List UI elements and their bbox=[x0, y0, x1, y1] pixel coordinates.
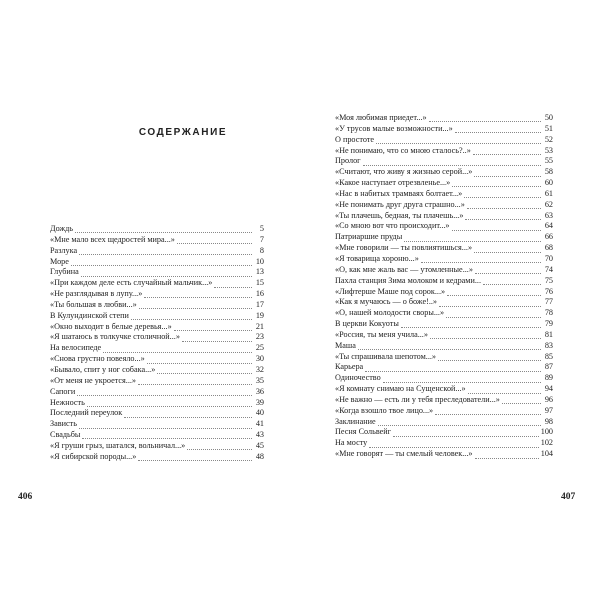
toc-entry-page: 64 bbox=[544, 221, 553, 231]
toc-entry bbox=[335, 308, 553, 319]
toc-entry-title: «Нас в набитых трамваях болтает...» bbox=[335, 188, 463, 198]
toc-entry-title: Пролог bbox=[335, 156, 361, 166]
dot-leader bbox=[81, 269, 252, 277]
toc-entry-title: Свадьбы bbox=[50, 430, 81, 440]
toc-entry-title: «Когда взошло твое лицо...» bbox=[335, 405, 434, 415]
toc-entry bbox=[335, 167, 553, 178]
toc-entry-page: 97 bbox=[544, 405, 553, 415]
dot-leader bbox=[157, 366, 252, 374]
toc-entry bbox=[50, 257, 264, 268]
toc-entry-page: 68 bbox=[544, 243, 553, 253]
toc-entry bbox=[335, 276, 553, 287]
toc-entry-title: «Я сибирской породы...» bbox=[50, 451, 137, 461]
dot-leader bbox=[421, 255, 541, 263]
toc-entry bbox=[335, 297, 553, 308]
toc-entry-title: «Лифтерше Маше под сорок...» bbox=[335, 286, 446, 296]
dot-leader bbox=[465, 212, 541, 220]
dot-leader bbox=[464, 190, 541, 198]
dot-leader bbox=[124, 410, 252, 418]
toc-entry-title: Пахла станция Зима молоком и кедрами... bbox=[335, 275, 481, 285]
toc-entry-title: «Не понимать друг друга страшно...» bbox=[335, 199, 465, 209]
toc-entry-page: 13 bbox=[255, 267, 264, 277]
toc-entry-page: 66 bbox=[544, 232, 553, 242]
toc-entry-page: 76 bbox=[544, 286, 553, 296]
toc-entry bbox=[50, 441, 264, 452]
toc-entry-title: «Ты большая в любви...» bbox=[50, 299, 137, 309]
dot-leader bbox=[474, 169, 541, 177]
toc-entry bbox=[50, 311, 264, 322]
page-title: СОДЕРЖАНИЕ bbox=[138, 127, 228, 138]
toc-list-left bbox=[50, 224, 264, 463]
toc-entry bbox=[50, 408, 264, 419]
dot-leader bbox=[502, 396, 541, 404]
toc-entry-title: «Я шатаюсь в толкучке столичной...» bbox=[50, 332, 180, 342]
toc-entry-page: 63 bbox=[544, 210, 553, 220]
toc-entry bbox=[335, 427, 553, 438]
toc-entry-page: 17 bbox=[255, 299, 264, 309]
toc-entry-page: 30 bbox=[255, 354, 264, 364]
toc-entry bbox=[335, 319, 553, 330]
toc-entry-page: 89 bbox=[544, 373, 553, 383]
toc-entry-page: 15 bbox=[255, 278, 264, 288]
toc-entry-page: 10 bbox=[255, 256, 264, 266]
toc-entry-title: Маша bbox=[335, 340, 356, 350]
toc-entry-page: 104 bbox=[540, 449, 553, 459]
toc-entry bbox=[50, 354, 264, 365]
toc-entry-title: На мосту bbox=[335, 438, 368, 448]
dot-leader bbox=[131, 312, 252, 320]
toc-entry bbox=[335, 178, 553, 189]
toc-entry-page: 8 bbox=[259, 245, 264, 255]
toc-entry bbox=[335, 330, 553, 341]
toc-entry-title: «Снова грустно повеяло...» bbox=[50, 354, 145, 364]
toc-entry-title: Разлука bbox=[50, 245, 78, 255]
toc-entry-title: Дождь bbox=[50, 224, 74, 233]
page-number-right: 407 bbox=[561, 492, 576, 502]
toc-entry-title: Патриаршие пруды bbox=[335, 232, 403, 242]
toc-entry-title: На велосипеде bbox=[50, 343, 102, 353]
toc-entry-page: 87 bbox=[544, 362, 553, 372]
toc-list-right bbox=[335, 113, 553, 460]
toc-entry-page: 25 bbox=[255, 343, 264, 353]
toc-entry-title: Заклинание bbox=[335, 416, 376, 426]
toc-entry-page: 19 bbox=[255, 310, 264, 320]
toc-entry-title: Карьера bbox=[335, 362, 364, 372]
toc-entry-title: «Я груши грыз, шатался, вольничал...» bbox=[50, 440, 186, 450]
dot-leader bbox=[177, 236, 252, 244]
toc-entry bbox=[335, 384, 553, 395]
toc-entry bbox=[50, 289, 264, 300]
toc-entry-page: 83 bbox=[544, 340, 553, 350]
toc-entry bbox=[50, 278, 264, 289]
toc-entry bbox=[335, 146, 553, 157]
toc-entry-title: «У трусов малые возможности...» bbox=[335, 123, 453, 133]
dot-leader bbox=[182, 334, 252, 342]
toc-entry bbox=[335, 287, 553, 298]
dot-leader bbox=[468, 386, 541, 394]
dot-leader bbox=[483, 277, 541, 285]
toc-entry-page: 96 bbox=[544, 394, 553, 404]
dot-leader bbox=[365, 364, 541, 372]
toc-entry bbox=[335, 254, 553, 265]
toc-entry bbox=[335, 156, 553, 167]
dot-leader bbox=[79, 421, 252, 429]
toc-entry bbox=[50, 452, 264, 463]
toc-entry bbox=[335, 373, 553, 384]
toc-entry bbox=[50, 300, 264, 311]
toc-entry-page: 52 bbox=[544, 134, 553, 144]
toc-entry-title: Море bbox=[50, 256, 69, 266]
toc-entry bbox=[335, 113, 553, 124]
toc-entry-title: «Как я мучаюсь — о боже!..» bbox=[335, 297, 438, 307]
right-page bbox=[300, 0, 600, 600]
toc-entry-title: «Мне говорят — ты смелый человек...» bbox=[335, 449, 473, 459]
toc-entry-title: Глубина bbox=[50, 267, 79, 277]
toc-entry-page: 39 bbox=[255, 397, 264, 407]
dot-leader bbox=[393, 429, 539, 437]
toc-entry-page: 60 bbox=[544, 178, 553, 188]
dot-leader bbox=[79, 247, 252, 255]
toc-entry bbox=[50, 322, 264, 333]
dot-leader bbox=[439, 299, 541, 307]
toc-entry-title: Сапоги bbox=[50, 386, 76, 396]
toc-entry-page: 5 bbox=[259, 224, 264, 233]
toc-entry-title: «Ты плачешь, бедная, ты плачешь...» bbox=[335, 210, 464, 220]
toc-entry bbox=[335, 221, 553, 232]
dot-leader bbox=[452, 223, 541, 231]
toc-entry-page: 70 bbox=[544, 253, 553, 263]
toc-entry bbox=[50, 376, 264, 387]
toc-entry-page: 75 bbox=[544, 275, 553, 285]
toc-entry bbox=[335, 135, 553, 146]
toc-entry bbox=[50, 267, 264, 278]
dot-leader bbox=[138, 453, 252, 461]
toc-entry bbox=[50, 224, 264, 235]
dot-leader bbox=[376, 136, 541, 144]
dot-leader bbox=[438, 353, 541, 361]
toc-entry bbox=[50, 365, 264, 376]
toc-entry bbox=[335, 243, 553, 254]
toc-entry-page: 40 bbox=[255, 408, 264, 418]
toc-entry-title: «Считают, что живу я жизнью серой...» bbox=[335, 167, 473, 177]
toc-entry-page: 43 bbox=[255, 430, 264, 440]
toc-entry-page: 16 bbox=[255, 289, 264, 299]
toc-entry bbox=[50, 398, 264, 409]
dot-leader bbox=[378, 418, 541, 426]
toc-entry-title: Последний переулок bbox=[50, 408, 123, 418]
dot-leader bbox=[383, 375, 541, 383]
toc-entry bbox=[50, 343, 264, 354]
toc-entry-title: «Россия, ты меня учила...» bbox=[335, 329, 428, 339]
toc-entry bbox=[335, 124, 553, 135]
toc-entry-title: «При каждом деле есть случайный мальчик...» bbox=[50, 278, 213, 288]
toc-entry bbox=[335, 406, 553, 417]
page-number-left: 406 bbox=[18, 492, 33, 502]
toc-entry-title: Песня Сольвейг bbox=[335, 427, 392, 437]
toc-entry-page: 78 bbox=[544, 308, 553, 318]
dot-leader bbox=[475, 266, 541, 274]
toc-entry bbox=[50, 387, 264, 398]
toc-entry-title: «Не важно — есть ли у тебя преследователи...» bbox=[335, 394, 500, 404]
toc-entry-page: 58 bbox=[544, 167, 553, 177]
toc-entry-title: «Я товарища хороню...» bbox=[335, 253, 419, 263]
toc-entry-page: 98 bbox=[544, 416, 553, 426]
dot-leader bbox=[474, 245, 541, 253]
toc-entry bbox=[335, 265, 553, 276]
toc-entry bbox=[50, 430, 264, 441]
toc-entry-title: «Моя любимая приедет...» bbox=[335, 113, 427, 122]
toc-entry-page: 94 bbox=[544, 384, 553, 394]
toc-entry-title: В Кулундинской степи bbox=[50, 310, 129, 320]
dot-leader bbox=[187, 442, 252, 450]
toc-entry bbox=[335, 352, 553, 363]
dot-leader bbox=[103, 345, 252, 353]
dot-leader bbox=[363, 158, 541, 166]
toc-entry-title: «Не понимаю, что со мною сталось?..» bbox=[335, 145, 471, 155]
toc-entry-page: 77 bbox=[544, 297, 553, 307]
toc-entry-title: «О, как мне жаль вас — утомленные...» bbox=[335, 264, 473, 274]
toc-entry-title: Зависть bbox=[50, 419, 77, 429]
dot-leader bbox=[446, 310, 541, 318]
toc-entry-title: О простоте bbox=[335, 134, 375, 144]
dot-leader bbox=[401, 320, 541, 328]
toc-entry-page: 74 bbox=[544, 264, 553, 274]
toc-entry bbox=[335, 200, 553, 211]
toc-entry-page: 102 bbox=[540, 438, 553, 448]
dot-leader bbox=[467, 201, 541, 209]
toc-entry bbox=[335, 232, 553, 243]
toc-entry-title: «Я комнату снимаю на Сущенской...» bbox=[335, 384, 466, 394]
toc-entry-title: «Окно выходит в белые деревья...» bbox=[50, 321, 172, 331]
toc-entry-title: «От меня не укроется...» bbox=[50, 375, 137, 385]
dot-leader bbox=[430, 331, 541, 339]
dot-leader bbox=[435, 407, 541, 415]
toc-entry-page: 48 bbox=[255, 451, 264, 461]
toc-entry-title: В церкви Кокуоты bbox=[335, 319, 399, 329]
toc-entry-page: 41 bbox=[255, 419, 264, 429]
toc-entry-page: 81 bbox=[544, 329, 553, 339]
toc-entry-title: Нежность bbox=[50, 397, 85, 407]
dot-leader bbox=[447, 288, 541, 296]
toc-entry-title: «Какое наступает отрезвленье...» bbox=[335, 178, 451, 188]
dot-leader bbox=[138, 377, 252, 385]
toc-entry-title: «Со мною вот что происходит...» bbox=[335, 221, 450, 231]
dot-leader bbox=[144, 290, 252, 298]
dot-leader bbox=[404, 234, 541, 242]
toc-entry bbox=[335, 438, 553, 449]
dot-leader bbox=[452, 179, 541, 187]
toc-entry-page: 45 bbox=[255, 440, 264, 450]
dot-leader bbox=[369, 440, 538, 448]
toc-entry-page: 32 bbox=[255, 364, 264, 374]
toc-entry-title: «Мне мало всех щедростей мира...» bbox=[50, 234, 175, 244]
dot-leader bbox=[139, 301, 252, 309]
dot-leader bbox=[214, 280, 252, 288]
toc-entry-page: 7 bbox=[259, 234, 264, 244]
toc-entry-title: «Бывало, спит у ног собака...» bbox=[50, 364, 156, 374]
dot-leader bbox=[475, 451, 539, 459]
toc-entry-page: 79 bbox=[544, 319, 553, 329]
dot-leader bbox=[473, 147, 541, 155]
dot-leader bbox=[75, 225, 252, 233]
toc-entry-title: «Ты спрашивала шепотом...» bbox=[335, 351, 437, 361]
toc-entry-page: 50 bbox=[544, 113, 553, 122]
toc-entry-title: «Не разглядывая в лупу...» bbox=[50, 289, 143, 299]
dot-leader bbox=[358, 342, 541, 350]
toc-entry bbox=[335, 449, 553, 460]
dot-leader bbox=[147, 356, 252, 364]
toc-entry-title: Одиночество bbox=[335, 373, 381, 383]
dot-leader bbox=[174, 323, 252, 331]
toc-entry bbox=[50, 246, 264, 257]
toc-entry-page: 23 bbox=[255, 332, 264, 342]
toc-entry-page: 62 bbox=[544, 199, 553, 209]
toc-entry bbox=[50, 235, 264, 246]
dot-leader bbox=[87, 399, 252, 407]
toc-entry bbox=[335, 341, 553, 352]
toc-entry bbox=[335, 189, 553, 200]
toc-entry-page: 21 bbox=[255, 321, 264, 331]
toc-entry-page: 36 bbox=[255, 386, 264, 396]
toc-entry-page: 55 bbox=[544, 156, 553, 166]
toc-entry-page: 51 bbox=[544, 123, 553, 133]
dot-leader bbox=[77, 388, 252, 396]
dot-leader bbox=[429, 114, 541, 122]
toc-entry-title: «О, нашей молодости своры...» bbox=[335, 308, 445, 318]
toc-entry-page: 35 bbox=[255, 375, 264, 385]
toc-entry-page: 85 bbox=[544, 351, 553, 361]
dot-leader bbox=[71, 258, 252, 266]
toc-entry bbox=[335, 362, 553, 373]
toc-entry-page: 61 bbox=[544, 188, 553, 198]
toc-entry bbox=[335, 417, 553, 428]
dot-leader bbox=[455, 125, 541, 133]
toc-entry-page: 53 bbox=[544, 145, 553, 155]
toc-entry bbox=[335, 395, 553, 406]
dot-leader bbox=[82, 431, 252, 439]
toc-entry bbox=[50, 419, 264, 430]
toc-entry-title: «Мне говорили — ты повлиятишься...» bbox=[335, 243, 473, 253]
toc-entry bbox=[50, 332, 264, 343]
toc-entry-page: 100 bbox=[540, 427, 553, 437]
toc-entry bbox=[335, 211, 553, 222]
